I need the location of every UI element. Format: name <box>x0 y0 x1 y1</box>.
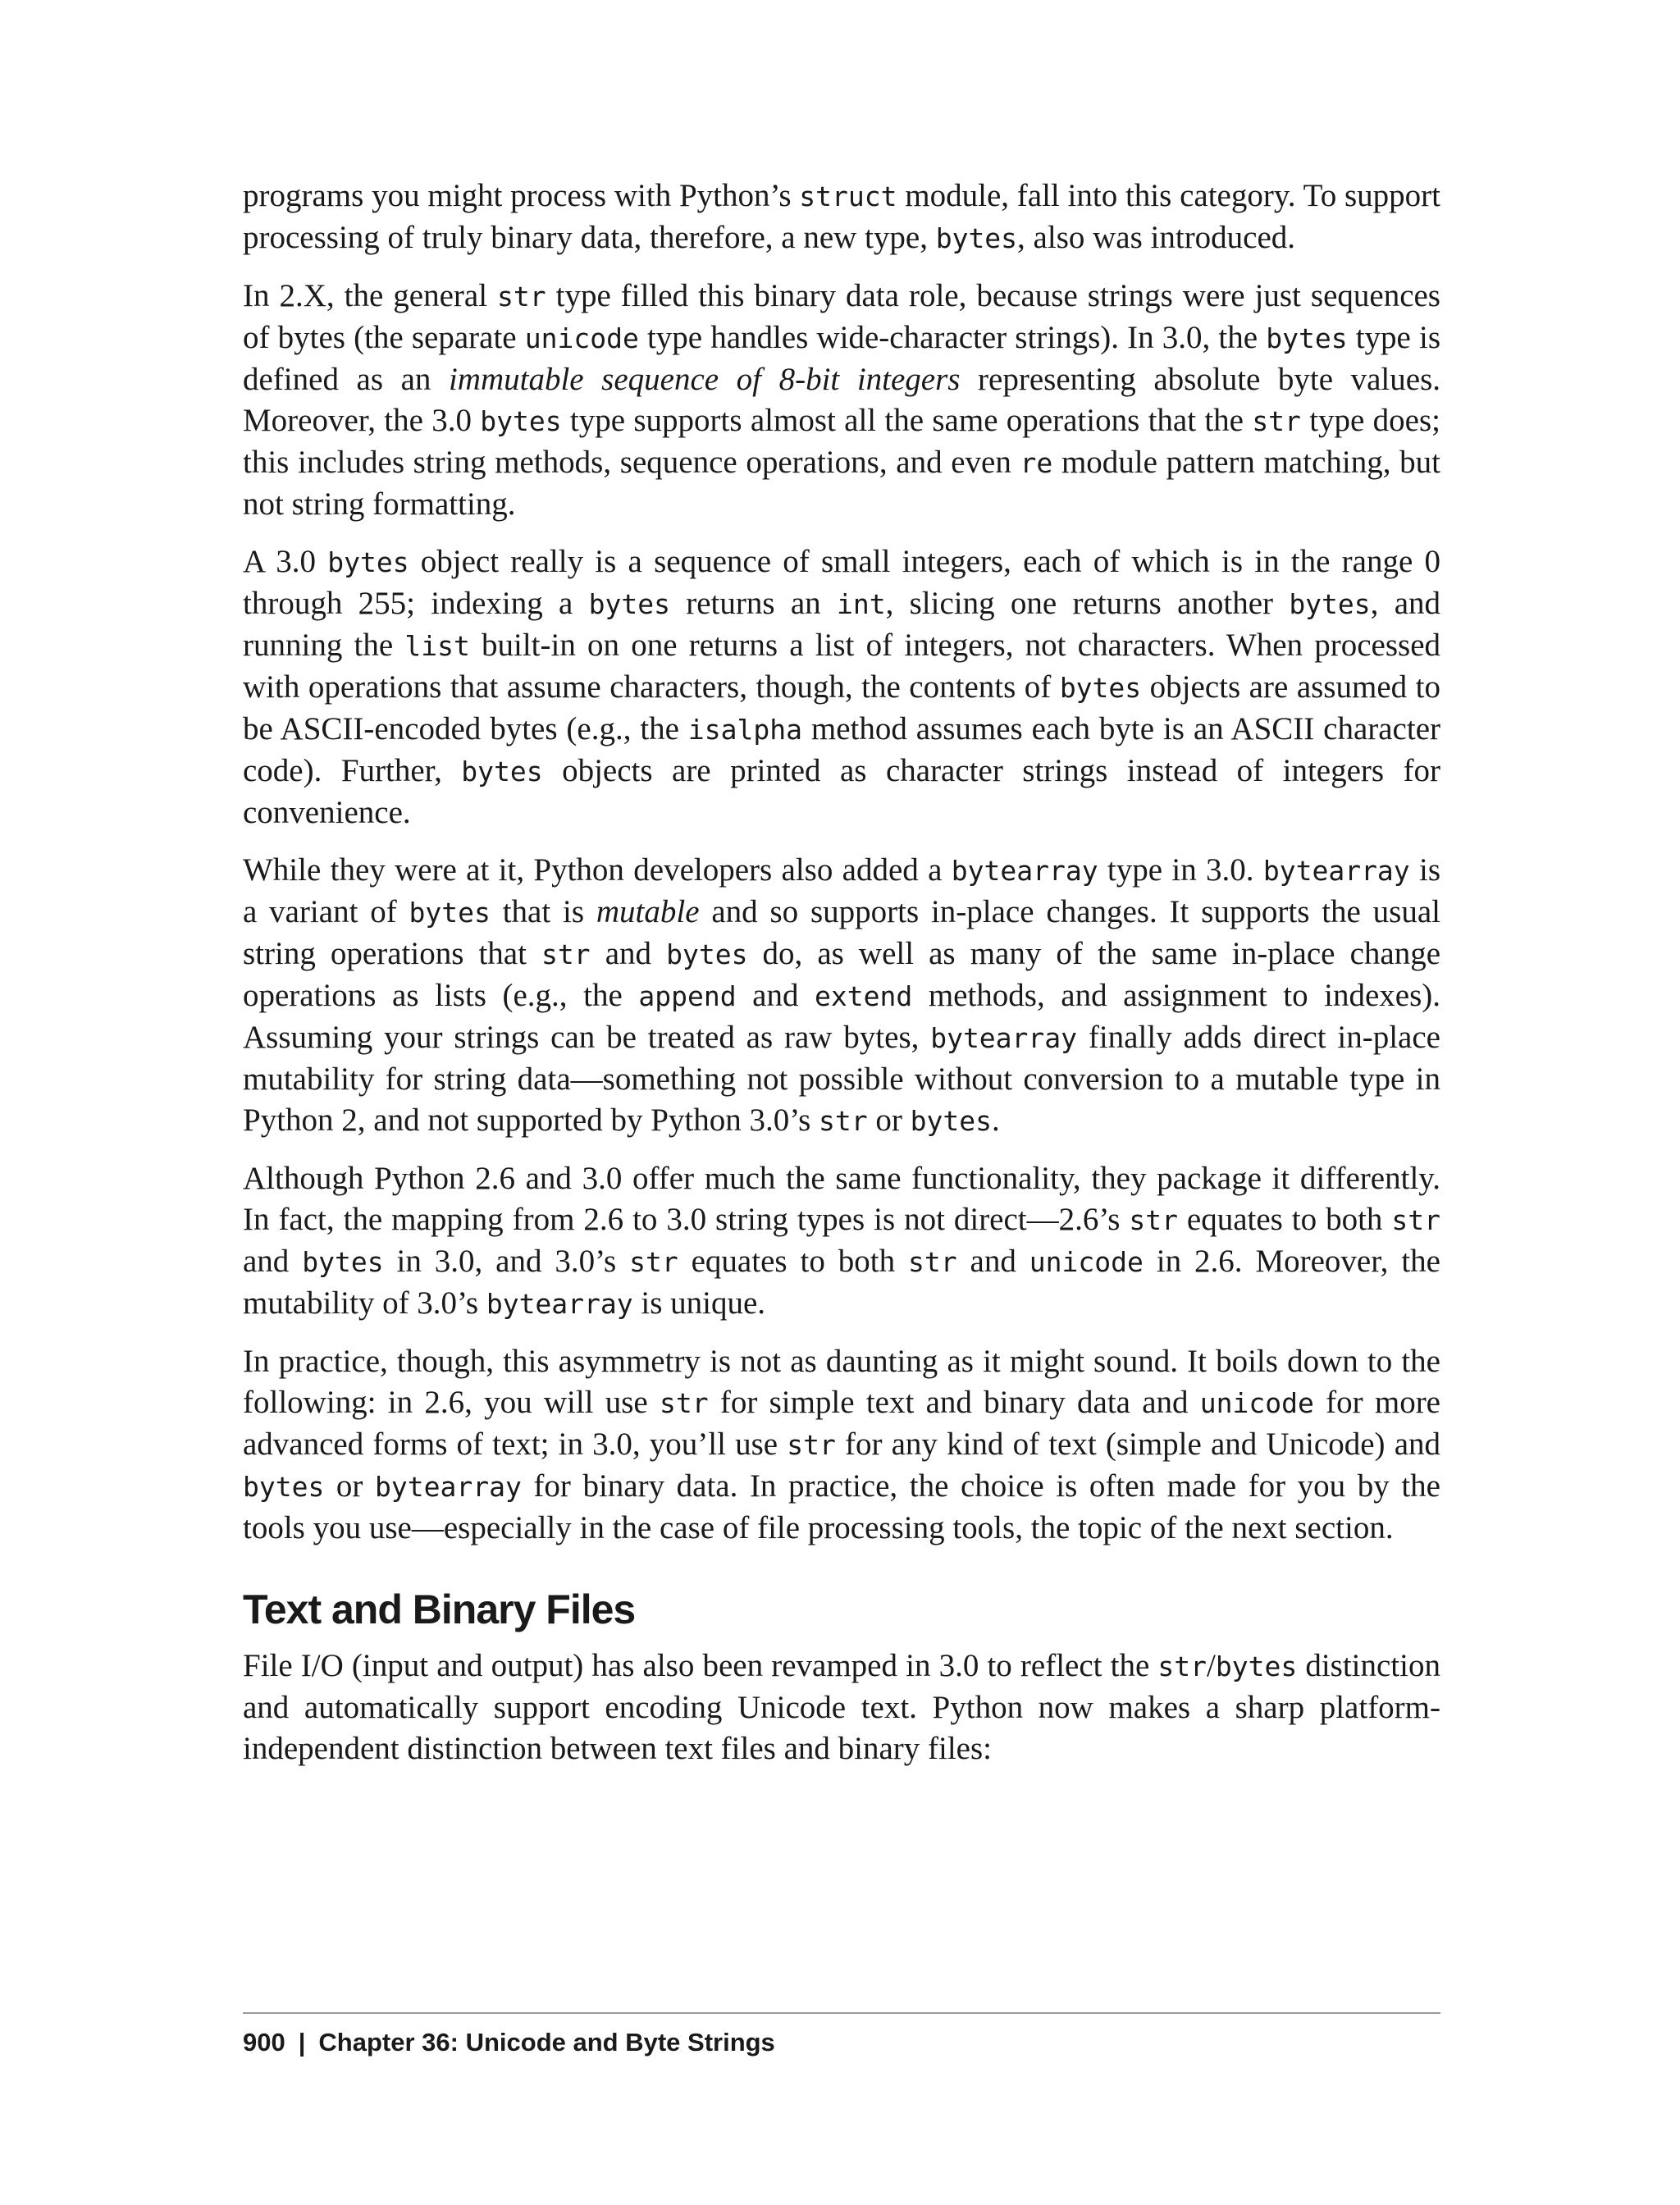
text-run: / <box>1207 1648 1216 1683</box>
text-run: returns an <box>669 586 837 621</box>
intro-paragraphs <box>243 176 1440 1549</box>
inline-code: str <box>629 1246 678 1278</box>
text-run: objects are printed as character strings instead of integers for convenience. <box>243 753 1440 830</box>
body-paragraph <box>243 276 1440 525</box>
text-run: and so supports in-place changes. It supports the usual string operations that <box>243 894 1440 971</box>
inline-code: extend <box>815 980 913 1012</box>
text-run: module, fall into this category. To support processing of truly binary data, therefore, a new type, <box>243 178 1440 255</box>
text-run: object really is a sequence of small integers, each of which is in the range 0 through 255; indexing a <box>243 544 1440 621</box>
body-paragraph <box>243 1158 1440 1325</box>
text-run: type supports almost all the same operations that the <box>561 403 1253 438</box>
inline-code: unicode <box>524 322 639 354</box>
text-run: type filled this binary data role, because strings were just sequences of bytes (the separate <box>243 278 1440 355</box>
text-run: equates to both <box>678 1244 909 1279</box>
text-run: File I/O (input and output) has also been revamped in 3.0 to reflect the <box>243 1648 1158 1683</box>
inline-code: struct <box>799 180 897 212</box>
inline-code: bytes <box>409 897 491 929</box>
inline-code: bytearray <box>486 1288 633 1320</box>
inline-code: bytes <box>243 1471 325 1503</box>
text-run: for more advanced forms of text; in 3.0, you’ll use <box>243 1385 1440 1462</box>
inline-code: bytearray <box>951 855 1098 887</box>
text-run: or <box>867 1102 911 1138</box>
inline-code: str <box>660 1387 709 1419</box>
text-run: A 3.0 <box>243 544 328 579</box>
text-run: is a variant of <box>243 852 1441 929</box>
text-run: , and running the <box>243 586 1441 663</box>
inline-code: bytes <box>302 1246 384 1278</box>
inline-code: isalpha <box>687 714 802 746</box>
page-footer <box>243 2026 775 2059</box>
text-run: built-in on one returns a list of integers, not characters. When processed with operations that assume characters, though, the contents of <box>243 628 1440 705</box>
text-run: In 2.X, the general <box>243 278 498 313</box>
section-paragraphs <box>243 1646 1440 1769</box>
text-run: type handles wide-character strings). In 3.0, the <box>638 320 1267 355</box>
text-run: finally adds direct in-place mutability for string data—something not possible without conversion to a mutable type in Python 2, and not supported by Python 3.0’s <box>243 1020 1440 1138</box>
inline-code: bytes <box>327 546 409 578</box>
text-run: type in 3.0. <box>1098 852 1263 888</box>
body-paragraph <box>243 1646 1440 1769</box>
inline-code: bytes <box>461 756 543 788</box>
text-run: module pattern matching, but not string formatting. <box>243 445 1440 522</box>
inline-code: unicode <box>1029 1246 1144 1278</box>
text-run: In practice, though, this asymmetry is not as daunting as it might sound. It boils down to the following: in 2.6, you will use <box>243 1344 1440 1420</box>
text-run: Although Python 2.6 and 3.0 offer much the same functionality, they package it differently. In fact, the mapping from 2.6 to 3.0 string types is not direct—2.6’s <box>243 1161 1440 1237</box>
inline-code: str <box>1157 1650 1207 1682</box>
text-run: and <box>243 1244 303 1279</box>
inline-code: bytes <box>1215 1650 1298 1682</box>
text-run: type does; this includes string methods, sequence operations, and even <box>243 403 1440 480</box>
inline-code: bytes <box>910 1105 992 1137</box>
text-run: for any kind of text (simple and Unicode) and <box>835 1427 1441 1462</box>
text-run: or <box>324 1468 375 1504</box>
inline-code: unicode <box>1199 1387 1314 1419</box>
inline-code: str <box>819 1105 868 1137</box>
inline-code: bytes <box>480 405 562 437</box>
inline-code: re <box>1020 447 1053 479</box>
text-run: representing absolute byte values. Moreover, the 3.0 <box>243 362 1441 438</box>
body-paragraph <box>243 850 1440 1142</box>
inline-code: str <box>908 1246 957 1278</box>
text-run: type is defined as an <box>243 320 1440 397</box>
text-run: distinction and automatically support encoding Unicode text. Python now makes a sharp platform-independent distinction between text files and binary files: <box>243 1648 1440 1766</box>
text-run: is unique. <box>632 1285 766 1321</box>
text-run: in 3.0, and 3.0’s <box>383 1244 630 1279</box>
body-paragraph <box>243 1341 1440 1549</box>
text-run: in 2.6. Moreover, the mutability of 3.0’s <box>243 1244 1440 1321</box>
emphasis-text: mutable <box>596 894 700 929</box>
inline-code: bytes <box>588 588 670 620</box>
body-paragraph <box>243 541 1440 833</box>
text-run: do, as well as many of the same in-place change operations as lists (e.g., the <box>243 936 1440 1013</box>
text-run: , also was introduced. <box>1017 220 1296 255</box>
text-run: for simple text and binary data and <box>708 1385 1200 1420</box>
page-body <box>243 176 1440 1786</box>
page-number: 900 <box>243 2028 285 2057</box>
text-run: programs you might process with Python’s <box>243 178 800 213</box>
inline-code: bytes <box>666 938 748 970</box>
inline-code: bytearray <box>375 1471 522 1503</box>
text-run: objects are assumed to be ASCII-encoded bytes (e.g., the <box>243 669 1440 746</box>
text-run: , slicing one returns another <box>885 586 1290 621</box>
footer-rule <box>243 2012 1440 2014</box>
text-run: method assumes each byte is an ASCII character code). Further, <box>243 711 1441 788</box>
body-paragraph <box>243 176 1440 259</box>
inline-code: bytes <box>1289 588 1371 620</box>
inline-code: int <box>836 588 886 620</box>
inline-code: bytearray <box>1262 855 1410 887</box>
emphasis-text: immutable sequence of 8-bit integers <box>448 362 961 397</box>
inline-code: bytes <box>1059 672 1142 704</box>
text-run: While they were at it, Python developers also added a <box>243 852 952 888</box>
text-run: and <box>956 1244 1029 1279</box>
text-run: . <box>991 1102 1000 1138</box>
footer-separator: | <box>298 2028 306 2057</box>
text-run: that is <box>490 894 596 929</box>
inline-code: str <box>497 281 546 313</box>
text-run: and <box>736 978 815 1013</box>
text-run: and <box>590 936 667 971</box>
inline-code: bytearray <box>930 1022 1078 1054</box>
text-run: equates to both <box>1177 1202 1392 1237</box>
inline-code: str <box>541 938 591 970</box>
inline-code: append <box>638 980 737 1012</box>
inline-code: str <box>1129 1204 1178 1236</box>
inline-code: bytes <box>1266 322 1348 354</box>
inline-code: str <box>1252 405 1301 437</box>
text-run: for binary data. In practice, the choice is often made for you by the tools you use—especially in the case of file processing tools, the topic of the next section. <box>243 1468 1440 1545</box>
inline-code: bytes <box>935 222 1018 254</box>
section-heading: Text and Binary Files <box>243 1586 636 1632</box>
inline-code: str <box>787 1429 836 1461</box>
chapter-title: Chapter 36: Unicode and Byte Strings <box>318 2028 775 2057</box>
text-run: methods, and assignment to indexes). Assuming your strings can be treated as raw bytes, <box>243 978 1441 1055</box>
inline-code: str <box>1391 1204 1440 1236</box>
inline-code: list <box>404 630 470 662</box>
